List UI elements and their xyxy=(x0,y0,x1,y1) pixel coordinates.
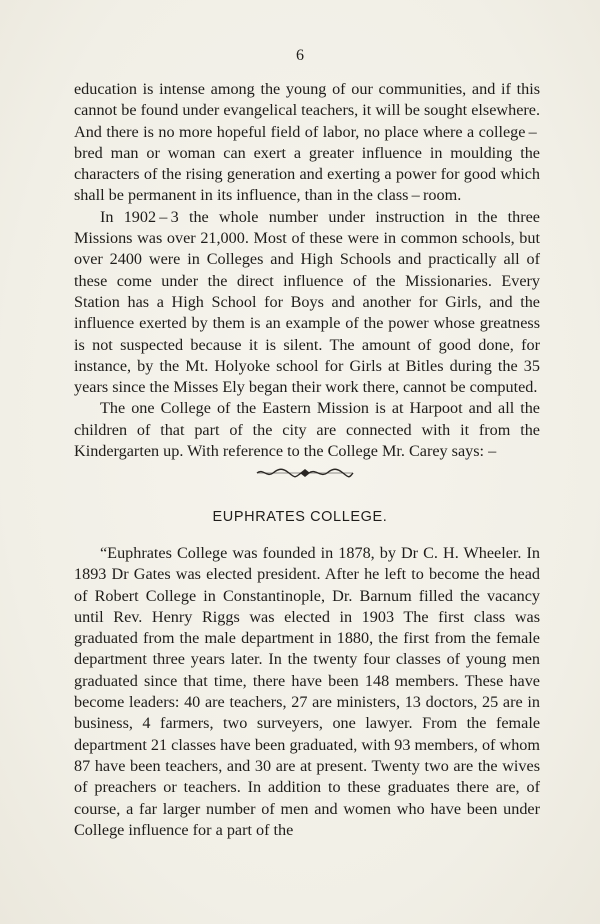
paragraph: In 1902 – 3 the whole number under instruction in the three Missions was over 21,000. Most of these were in common schools, but over 2400 were in Colleges and High Schools and practically all of these come under the direct influence of the Missionaries. Every Station has a High School for Boys and another for Girls, and the influence exerted by them is an example of the power whose greatness is not suspected because it is silent. The amount of good done, for instance, by the Mt. Holyoke school for Girls at Bitles during the 35 years since the Misses Ely began their work there, cannot be computed. xyxy=(74,207,540,397)
paragraph: The one College of the Eastern Mission is at Harpoot and all the children of that part of the city are connected with it from the Kindergarten up. With reference to the College Mr. Carey says: – xyxy=(74,399,540,461)
paragraph: “Euphrates College was founded in 1878, by Dr C. H. Wheeler. In 1893 Dr Gates was elected president. After he left to become the head of Robert College in Constantinople, Dr. Barnum filled the vacancy until Rev. Henry Riggs was elected in 1903 The first class was graduated from the male department in 1880, the first from the female department three years later. In the twenty four classes of young men graduated since that time, there have been 148 members. These have become leaders: 40 are teachers, 27 are ministers, 13 doctors, 25 are in business, 4 farmers, two surveyers, one lawyer. From the female department 21 classes have been graduated, with 93 members, of whom 87 have been teachers, and 30 are at present. Twenty two are the wives of preachers or teachers. In addition to these graduates there are, of course, a far larger number of men and women who have been under College influence for a part of the xyxy=(74,544,540,839)
page-number: 6 xyxy=(296,47,304,64)
scroll-flourish-icon xyxy=(255,466,355,480)
body-text-upper xyxy=(74,79,540,462)
body-text-lower xyxy=(74,543,540,841)
paragraph: education is intense among the young of our communities, and if this cannot be found under evangelical teachers, it will be sought elsewhere. And there is no more hopeful field of labor, no place where a college – bred man or woman can exert a greater influence in moulding the characters of the rising generation and exerting a power for good which shall be permanent in its influence, than in the class – room. xyxy=(74,80,540,205)
section-heading: EUPHRATES COLLEGE. xyxy=(212,509,388,525)
